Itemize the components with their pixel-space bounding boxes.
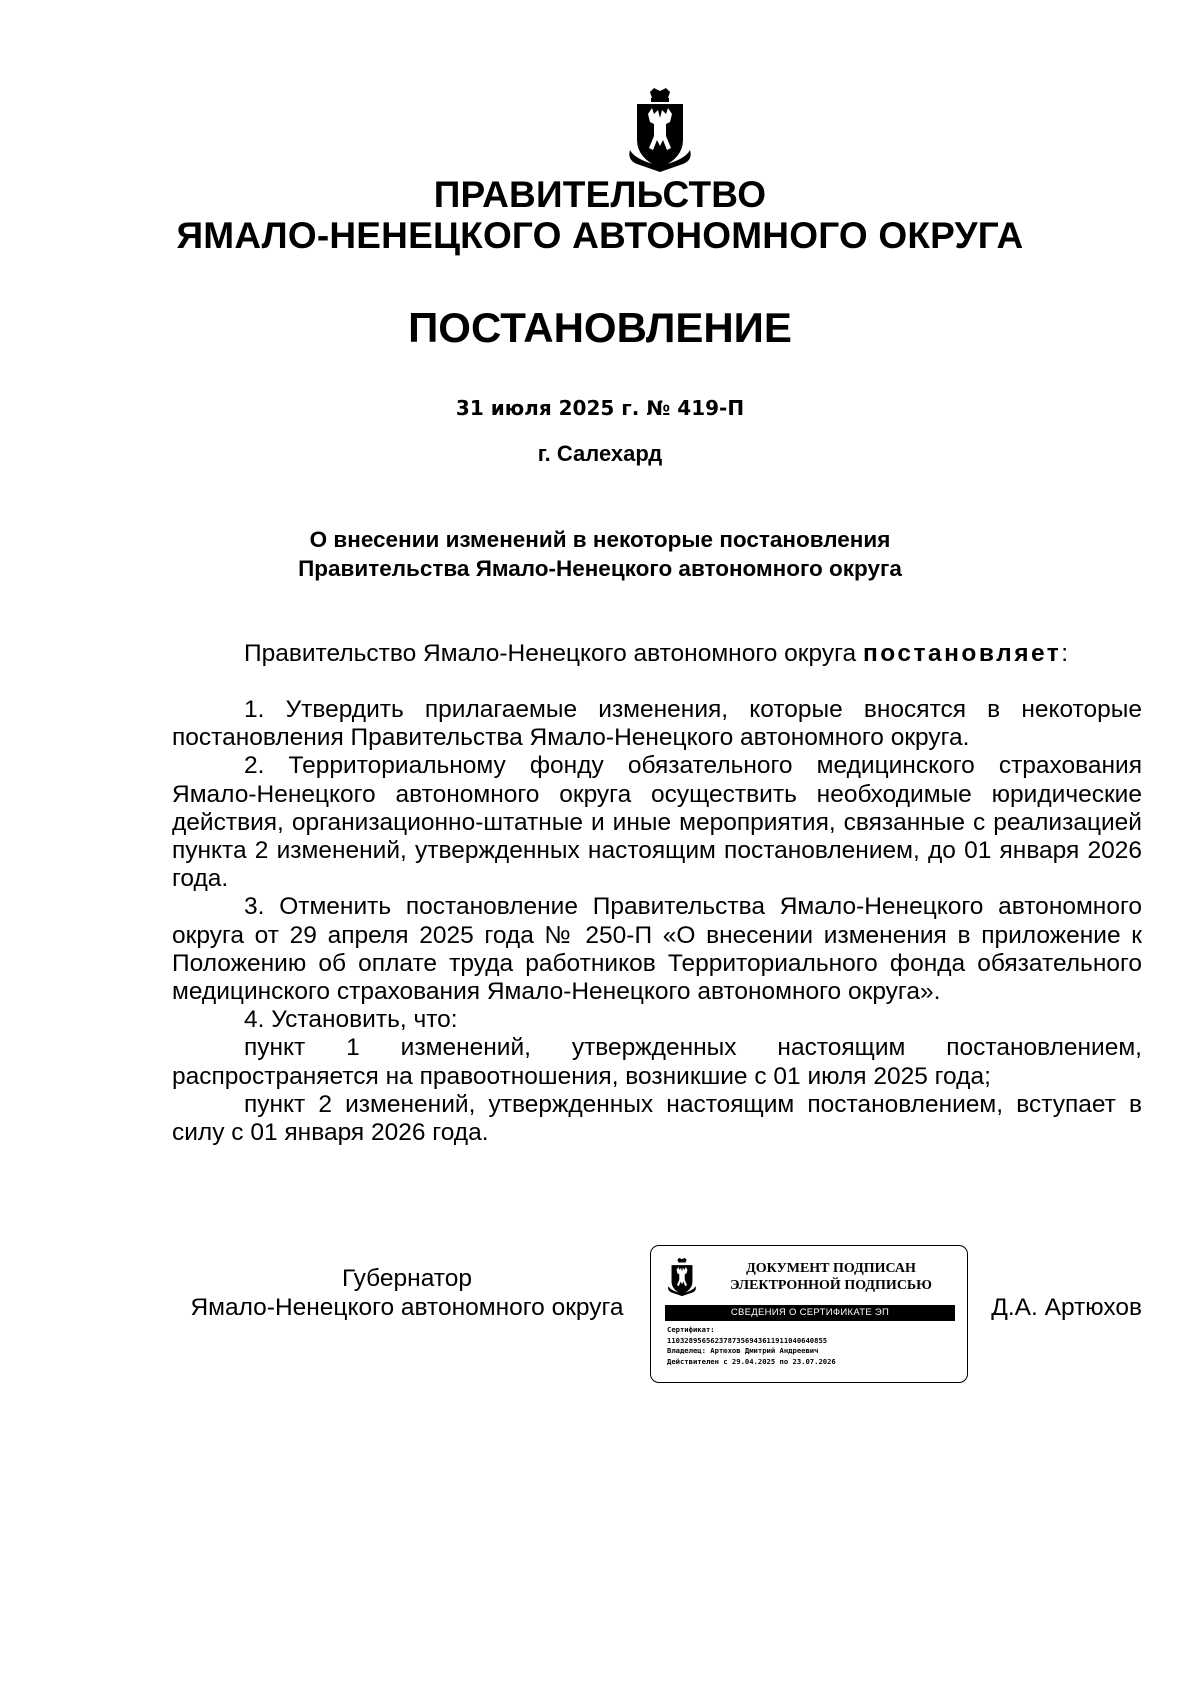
date-number: 31 июля 2025 г. № 419-П — [455, 396, 745, 420]
stamp-certificate-bar: СВЕДЕНИЯ О СЕРТИФИКАТЕ ЭП — [665, 1305, 955, 1321]
signatory-position-line-2: Ямало-Ненецкого автономного округа — [190, 1293, 624, 1321]
header-subtitle: ЯМАЛО-НЕНЕЦКОГО АВТОНОМНОГО ОКРУГА — [176, 215, 1024, 256]
paragraph-4: 4. Установить, что: — [244, 1006, 458, 1034]
resolution-body — [172, 696, 1142, 1147]
intro-emphasis: постановляет — [862, 640, 1062, 667]
header-title: ПРАВИТЕЛЬСТВО — [433, 174, 767, 215]
paragraph-4-item-1: пункт 1 изменений, утвержденных настоящим постановлением, распространяется на правоотношения, возникшие с 01 июля 2025 года; — [172, 1034, 1142, 1090]
paragraph-2: 2. Территориальному фонду обязательного медицинского страхования Ямало-Ненецкого автономного округа осуществить необходимые юридические действия, организационно-штатные и иные мероприятия, связанные с реализацией пункта 2 изменений, утвержденных настоящим постановлением, до 01 января 2026 года. — [172, 752, 1142, 893]
paragraph-1: 1. Утвердить прилагаемые изменения, которые вносятся в некоторые постановления Правительства Ямало-Ненецкого автономного округа. — [172, 696, 1142, 752]
stamp-title-line-2: ЭЛЕКТРОННОЙ ПОДПИСЬЮ — [730, 1278, 932, 1293]
intro-paragraph — [172, 640, 1142, 668]
stamp-details — [667, 1325, 962, 1367]
subject-line-1: О внесении изменений в некоторые постановления — [309, 527, 891, 552]
signatory-position — [172, 1265, 642, 1322]
paragraph-3: 3. Отменить постановление Правительства Ямало-Ненецкого автономного округа от 29 апреля 2025 года № 250-П «О внесении изменения в приложение к Положению об оплате труда работников Территориального фонда обязательного медицинского страхования Ямало-Ненецкого автономного округа». — [172, 893, 1142, 1006]
stamp-title-line-1: ДОКУМЕНТ ПОДПИСАН — [746, 1261, 916, 1276]
stamp-title — [706, 1260, 956, 1294]
paragraph-4-item-2: пункт 2 изменений, утвержденных настоящим постановлением, вступает в силу с 01 января 2026 года. — [172, 1090, 1142, 1147]
stamp-certificate-number: 1103289565623787356943611911040640855 — [667, 1335, 828, 1345]
electronic-signature-stamp — [650, 1245, 968, 1383]
signatory-name: Д.А. Артюхов — [991, 1294, 1142, 1321]
intro-text: Правительство Ямало-Ненецкого автономного округа — [244, 640, 863, 667]
stamp-owner: Владелец: Артюхов Дмитрий Андреевич — [667, 1346, 819, 1355]
city: г. Салехард — [537, 441, 663, 466]
stamp-certificate-label: Сертификат: — [667, 1325, 715, 1334]
subject-line-2: Правительства Ямало-Ненецкого автономного округа — [298, 556, 902, 581]
stamp-validity: Действителен с 29.04.2025 по 23.07.2026 — [667, 1356, 836, 1366]
document-type: ПОСТАНОВЛЕНИЕ — [408, 304, 792, 351]
coat-of-arms-icon — [627, 88, 693, 172]
intro-tail: : — [1061, 640, 1069, 667]
coat-of-arms-icon — [667, 1256, 697, 1298]
signatory-position-line-1: Губернатор — [342, 1265, 472, 1292]
